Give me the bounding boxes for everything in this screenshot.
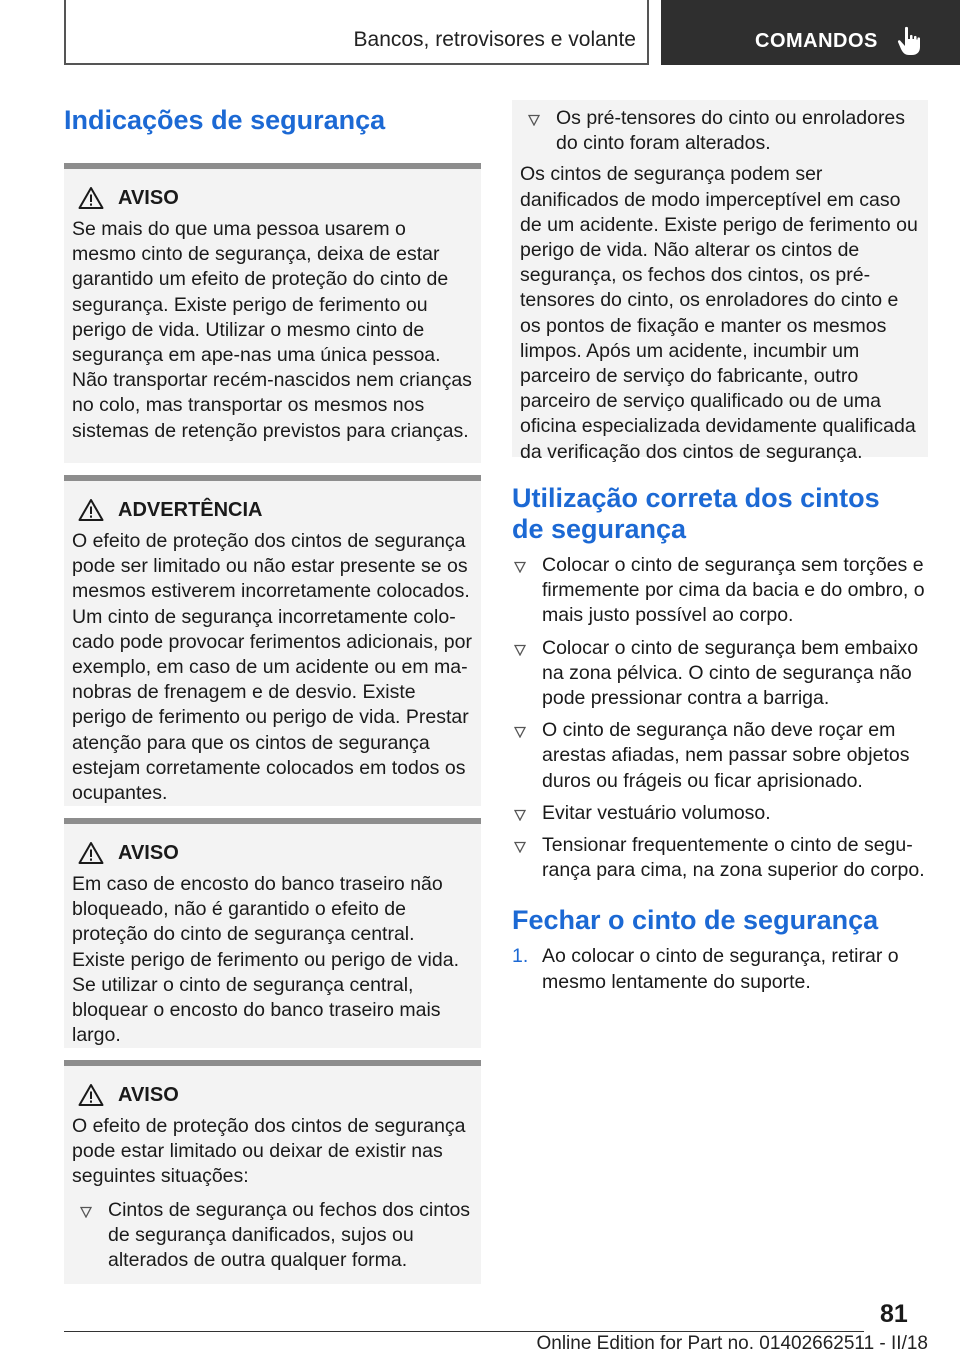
header-underline: [64, 63, 649, 65]
warning-text: O efeito de proteção dos cintos de segurança pode estar limitado ou deixar de existir nas seguintes situações:: [72, 1115, 466, 1188]
warning-triangle-icon: [78, 186, 104, 210]
warning-header: [72, 495, 473, 525]
page-number: 81: [880, 1300, 908, 1328]
warning-title: AVISO: [118, 1083, 179, 1106]
warning-title: AVISO: [118, 841, 179, 864]
warning-title: AVISO: [118, 186, 179, 209]
header-divider-right: [647, 0, 649, 64]
right-column: [512, 100, 928, 995]
triangle-bullet-icon: [528, 114, 540, 126]
warning-bullet-list: [72, 1198, 473, 1274]
list-item-text: Colocar o cinto de segurança bem embaixo na zona pélvica. O cinto de segurança não pode pressionar contra a barriga.: [542, 636, 919, 710]
list-item: [512, 636, 928, 712]
warning-header: [72, 838, 473, 868]
warning-text: Em caso de encosto do banco traseiro não bloqueado, não é garantido o efeito de proteção do cinto de segurança central. Existe perigo de ferimento ou perigo de vida. Se utilizar o cinto de segurança central, bloquear o encosto do banco traseiro mais largo.: [72, 873, 459, 1047]
pointing-hand-icon: [897, 26, 923, 56]
footer-rule: [64, 1331, 864, 1332]
list-item: [512, 833, 928, 883]
chapter-tab[interactable]: [661, 0, 960, 65]
warning-bullet-list: [520, 106, 920, 156]
warning-text: Se mais do que uma pessoa usarem o mesmo cinto de segurança, deixa de estar garantido um efeito de proteção do cinto de segurança. Existe perigo de ferimento ou perigo de vida. Utilizar o mesmo cinto de segurança em ape-nas uma única pessoa. Não transportar recém-nascidos nem crianças no colo, mas transportar os mesmos nos sistemas de retenção previstos para crianças.: [72, 218, 472, 442]
correct-use-list: [512, 553, 928, 883]
warning-triangle-icon: [78, 1083, 104, 1107]
list-item-text: Tensionar frequentemente o cinto de segurança para cima, na zona superior do corpo.: [542, 834, 925, 882]
warning-box: [64, 818, 481, 1048]
warning-box: [64, 1060, 481, 1284]
list-item: [512, 801, 928, 826]
triangle-bullet-icon: [514, 644, 526, 656]
warning-triangle-icon: [78, 841, 104, 865]
list-item: [512, 718, 928, 794]
list-item: [526, 106, 920, 156]
section-heading-fasten: Fechar o cinto de segurança: [512, 905, 879, 936]
list-item-text: Cintos de segurança ou fechos dos cintos de segurança danificados, sujos ou alterados de outra qualquer forma.: [108, 1198, 471, 1272]
list-item: [78, 1198, 473, 1274]
footer-edition: Online Edition for Part no. 01402662511 - II/18: [536, 1333, 928, 1354]
list-item-text: Ao colocar o cinto de segurança, retirar o mesmo lentamente do suporte.: [542, 945, 899, 993]
warning-header: [72, 1080, 473, 1110]
list-item-text: Evitar vestuário volumoso.: [542, 801, 771, 824]
triangle-bullet-icon: [514, 809, 526, 821]
step-number: 1.: [512, 945, 529, 968]
warning-triangle-icon: [78, 498, 104, 522]
list-item: [512, 944, 928, 994]
section-heading-correct-use: Utilização correta dos cintos de segurança: [512, 483, 880, 544]
triangle-bullet-icon: [80, 1206, 92, 1218]
warning-title: ADVERTÊNCIA: [118, 498, 263, 521]
chapter-section-title: Bancos, retrovisores e volante: [353, 28, 636, 51]
warning-box: [64, 475, 481, 806]
warning-text: O efeito de proteção dos cintos de segurança pode ser limitado ou não estar presente se os mesmos estiverem incorretamente colocados. Um cinto de segurança incorretamente colocado pode provocar ferimentos adicionais, por exemplo, em caso de um acidente ou em manobras de frenagem e de desvio. Existe perigo de ferimento ou perigo de vida. Prestar atenção para que os cintos de segurança estejam corretamente colocados em todos os ocupantes.: [72, 530, 472, 805]
list-item-text: Os pré-tensores do cinto ou enroladores do cinto foram alterados.: [556, 107, 906, 155]
list-item-text: O cinto de segurança não deve roçar em arestas afiadas, nem passar sobre objetos duros ou frágeis ou ficar aprisionado.: [542, 719, 910, 792]
header-divider-left: [64, 0, 66, 64]
left-column: [64, 100, 481, 1284]
list-item-text: Colocar o cinto de segurança sem torções e firmemente por cima da bacia e do ombro, o mais justo possível ao corpo.: [542, 554, 925, 627]
warning-text: Os cintos de segurança podem ser danificados de modo imperceptível em caso de um acidente. Existe perigo de ferimento ou perigo de vida. Não alterar os cintos de segurança, os fechos dos cintos, os pré-tensores do cinto, os enroladores do cinto e os pontos de fixação e manter os mesmos limpos. Após um acidente, incumbir um parceiro de serviço do fabricante, outro parceiro de serviço qualificado ou de uma oficina especializada devidamente qualificada da verificação dos cintos de segurança.: [520, 163, 918, 463]
list-item: [512, 553, 928, 629]
fasten-steps-list: [512, 944, 928, 994]
warning-box: [64, 163, 481, 463]
triangle-bullet-icon: [514, 561, 526, 573]
chapter-tab-label: COMANDOS: [755, 30, 878, 52]
warning-header: [72, 183, 473, 213]
section-heading-safety: Indicações de segurança: [64, 105, 386, 135]
warning-box-continued: [512, 100, 928, 463]
triangle-bullet-icon: [514, 841, 526, 853]
triangle-bullet-icon: [514, 726, 526, 738]
